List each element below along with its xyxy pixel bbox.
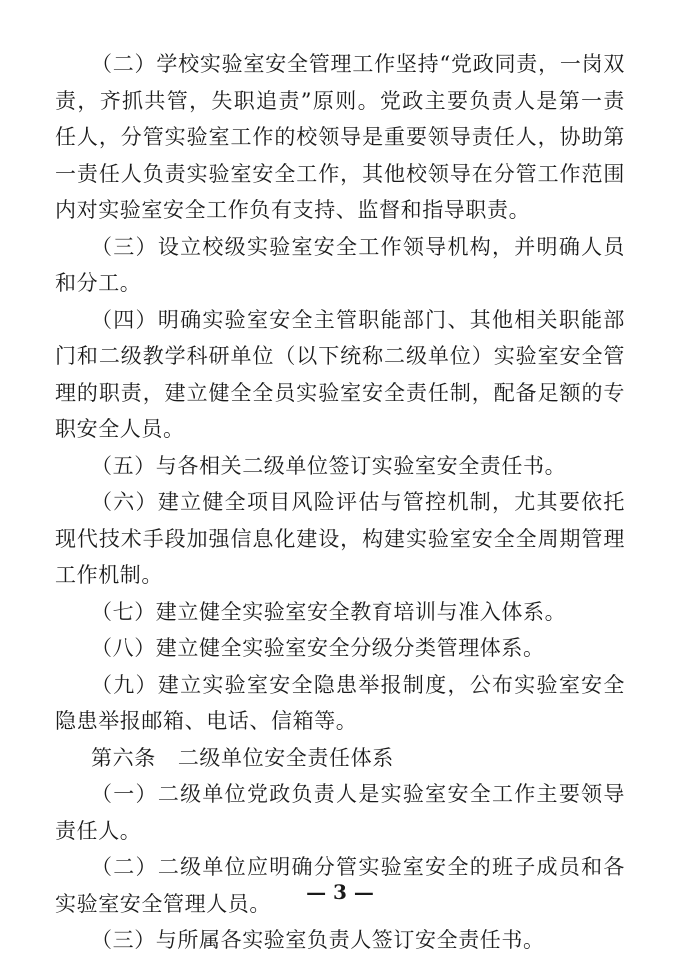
paragraph-item-9: （九）建立实验室安全隐患举报制度，公布实验室安全隐患举报邮箱、电话、信箱等。 bbox=[55, 672, 625, 733]
article-number: 第六条 bbox=[91, 745, 156, 770]
article-paragraph-1: （一）二级单位党政负责人是实验室安全工作主要领导责任人。 bbox=[55, 782, 625, 843]
paragraph-item-4: （四）明确实验室安全主管职能部门、其他相关职能部门和二级教学科研单位（以下统称二级单位）实验室安全管理的职责，建立健全全员实验室安全责任制，配备足额的专职安全人员。 bbox=[55, 307, 625, 441]
page-number: — 3 — bbox=[306, 880, 374, 904]
paragraph-item-2: （二）学校实验室安全管理工作坚持“党政同责，一岗双责，齐抓共管，失职追责”原则。党政主要负责人是第一责任人，分管实验室工作的校领导是重要领导责任人，协助第一责任人负责实验室安全工作，其他校领导在分管工作范围内对实验室安全工作负有支持、监督和指导职责。 bbox=[55, 52, 625, 222]
document-body bbox=[55, 46, 625, 959]
paragraph-item-5: （五）与各相关二级单位签订实验室安全责任书。 bbox=[91, 453, 567, 478]
paragraph-item-6: （六）建立健全项目风险评估与管控机制，尤其要依托现代技术手段加强信息化建设，构建实验室安全全周期管理工作机制。 bbox=[55, 490, 625, 587]
article-title: 二级单位安全责任体系 bbox=[177, 745, 394, 770]
article-paragraph-3: （三）与所属各实验室负责人签订安全责任书。 bbox=[91, 928, 545, 952]
article-heading bbox=[55, 740, 625, 777]
paragraph-item-8: （八）建立健全实验室安全分级分类管理体系。 bbox=[91, 636, 545, 660]
article-paragraph-2: （二）二级单位应明确分管实验室安全的班子成员和各实验室安全管理人员。 bbox=[55, 855, 625, 916]
paragraph-item-3: （三）设立校级实验室安全工作领导机构，并明确人员和分工。 bbox=[55, 234, 625, 295]
paragraph-item-7: （七）建立健全实验室安全教育培训与准入体系。 bbox=[91, 599, 567, 624]
